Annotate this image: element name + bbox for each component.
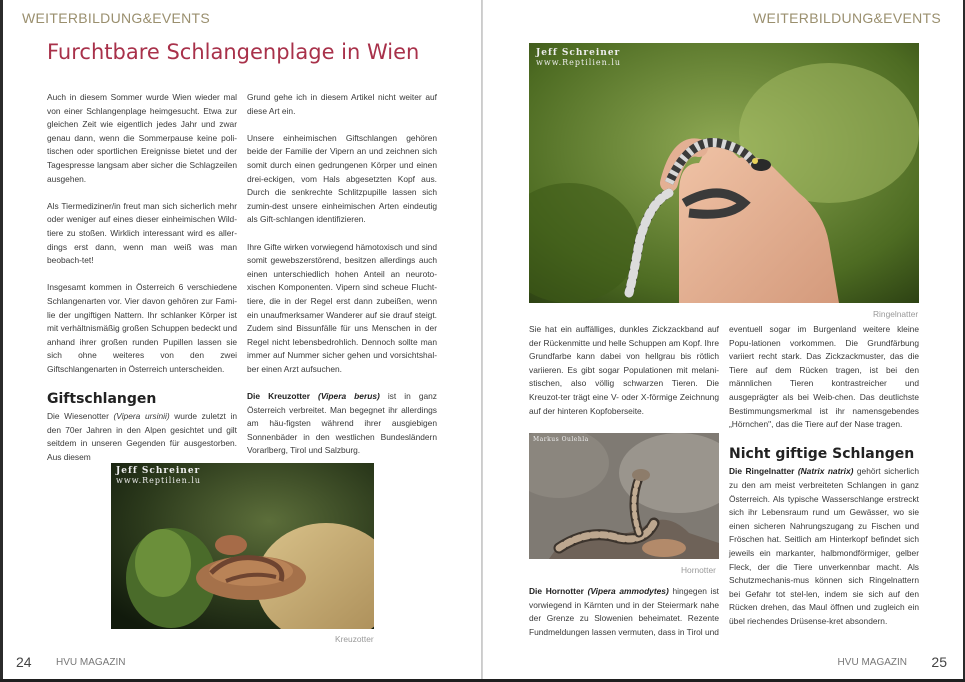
column-3 [529, 323, 719, 432]
photo-credit: Jeff Schreiner www.Reptilien.lu [116, 466, 202, 485]
header-left: WEITERBILDUNG&EVENTS [22, 10, 211, 26]
paragraph: Insgesamt kommen in Österreich 6 verschiedene Schlangenarten vor. Vier davon gehören zur Fami-lie der ungiftigen Nattern. Ihr schlanker Körper ist mit verhältnismäßig großen Schuppen bedeckt und anhand ihrer großen runden Pupillen lassen sie sich ohne weiteres von den zwei Giftschlangenarten in Österreich unterscheiden. [47, 282, 237, 374]
heading-giftschlangen: Giftschlangen [47, 391, 157, 408]
paragraph: Ihre Gifte wirken vorwiegend hämotoxisch und sind somit gewebszerstörend, besitzen allerdings auch einen unterschiedlich hohen Anteil an neuroto-xischen Komponenten. Vipern sind scheue Flucht-tiere, die in der Regel erst dann zubeißen, wenn ein unaufmerksamer Wanderer auf sie drauf steigt. Zudem sind Bissunfälle für uns Menschen in der Regel nicht lebensbedrohlich. Dennoch sollte man immer auf Nummer sicher gehen und vorsichtshal-ber einen Arzt aufsuchen. [247, 241, 437, 374]
paragraph: Die Hornotter (Vipera ammodytes) hingegen ist vorwiegend in Kärnten und in der Steiermark nahe der Grenze zu Slowenien beheimatet. Rezente Fundmeldungen lassen vermuten, dass in Tirol und [529, 586, 719, 637]
hornotter-image [529, 433, 719, 559]
column-3-continued [529, 585, 719, 639]
paragraph: eventuell sogar im Burgenland weitere kleine Popu-lationen vorkommen. Die Grundfärbung variiert recht stark. Das Zickzackmuster, das die Tiere auf dem Rücken tragen, ist bei den männlichen Tieren kontrastreicher und ausgeprägter als bei Weib-chen. Das deutlichste Bestimmungsmerkmal ist ihr namensgebendes „Hörnchen", das die Tiere auf der Nase tragen. [729, 324, 919, 430]
paragraph: Unsere einheimischen Giftschlangen gehören beide der Familie der Vipern an und zeichnen sich somit durch einen gedrungenen Körper und einen drei-eckigen, vom Hals abgesetzten Kopf aus. Durch die senkrechte Schlitzpupille lassen sich zumin-dest unsere einheimischen Arten eindeutig als Gift-schlangen identifizieren. [247, 132, 437, 225]
footer-right: HVU MAGAZIN [837, 657, 907, 668]
paragraph: Die Kreuzotter (Vipera berus) ist in ganz Österreich verbreitet. Man begegnet ihr allerdings am häu-figsten während ihrer ausgiebigen Sonnenbäder in den westlichen Bundesländern Vorarlberg, Tirol und Salzburg. [247, 391, 437, 456]
ringelnatter-image [529, 43, 919, 303]
column-2 [247, 91, 437, 458]
photo-credit: Markus Oulehla [533, 436, 589, 443]
paragraph: Die Ringelnatter (Natrix natrix) gehört sicherlich zu den am meist verbreiteten Schlangen in ganz Österreich. Als typische Wasserschlange erstreckt sich ihr Lebensraum rund um Gewässer, wo sie einen sicheren Nahrungszugang zu Fischen und Fröschen hat. Seitlich am Hinterkopf befindet sich jeweils ein markanter, halbmondförmiger, gelber Fleck, der die Tiere unverkennbar macht. Als Schutzmechanis-mus können sich Ringelnattern bei Gefahr tot stel-len, indem sie sich auf den Rücken drehen, das Maul öffnen und zugleich ein übel riechendes Drüsense-kret absondern. [729, 466, 920, 626]
heading-nicht-giftige-schlangen: Nicht giftige Schlangen [729, 446, 915, 463]
caption-ringelnatter: Ringelnatter [873, 309, 919, 319]
caption-hornotter: Hornotter [681, 565, 716, 575]
hornotter-photo [529, 433, 719, 559]
column-4 [729, 323, 919, 628]
page-number-left: 24 [16, 654, 32, 670]
ringelnatter-photo [529, 43, 919, 303]
header-right: WEITERBILDUNG&EVENTS [752, 10, 941, 26]
paragraph: Grund gehe ich in diesem Artikel nicht weiter auf diese Art ein. [247, 92, 437, 116]
caption-kreuzotter: Kreuzotter [335, 634, 374, 644]
kreuzotter-photo [111, 463, 374, 629]
left-edge [0, 0, 3, 682]
page-number-right: 25 [931, 654, 947, 670]
spine [481, 0, 483, 682]
footer-left: HVU MAGAZIN [56, 657, 126, 668]
paragraph: Sie hat ein auffälliges, dunkles Zickzackband auf der Rückenmitte und helle Schuppen am Kopf. Ihre Grundfarbe kann dabei von hellgrau bis rötlich variieren. Es gibt sogar Populationen mit melani-stischen, also völlig schwarzen Tieren. Die Kreuzot-ter trägt eine V- oder X-förmige Zeichnung auf der hinteren Kopfoberseite. [529, 324, 719, 416]
kreuzotter-image [111, 463, 374, 629]
column-1 [47, 91, 237, 464]
paragraph: Als Tiermediziner/in freut man sich sicherlich mehr oder weniger auf eines dieser einheimischen Wild-tiere zu stoßen. Wirklich interessant wird es aller-dings erst dann, wenn man weiß was man beobach-tet! [47, 200, 237, 266]
photo-credit: Jeff Schreiner www.Reptilien.lu [536, 48, 622, 67]
article-title: Furchtbare Schlangenplage in Wien [47, 40, 420, 64]
paragraph: Die Wiesenotter (Vipera ursinii) wurde zuletzt in den 70er Jahren in den Alpen gesichtet und gilt seitdem in unseren Gegenden für ausgestorben. Aus diesem [47, 411, 238, 462]
paragraph: Auch in diesem Sommer wurde Wien wieder mal von einer Schlangenplage heimgesucht. Etwa zur gleichen Zeit wie eigentlich jedes Jahr und zwar genau dann, wenn die Sommerpause keine poli-tischen oder sportlichen Ereignisse bietet und der Tagespresse langsam aber sicher die Schlagzeilen ausgehen. [47, 92, 237, 184]
